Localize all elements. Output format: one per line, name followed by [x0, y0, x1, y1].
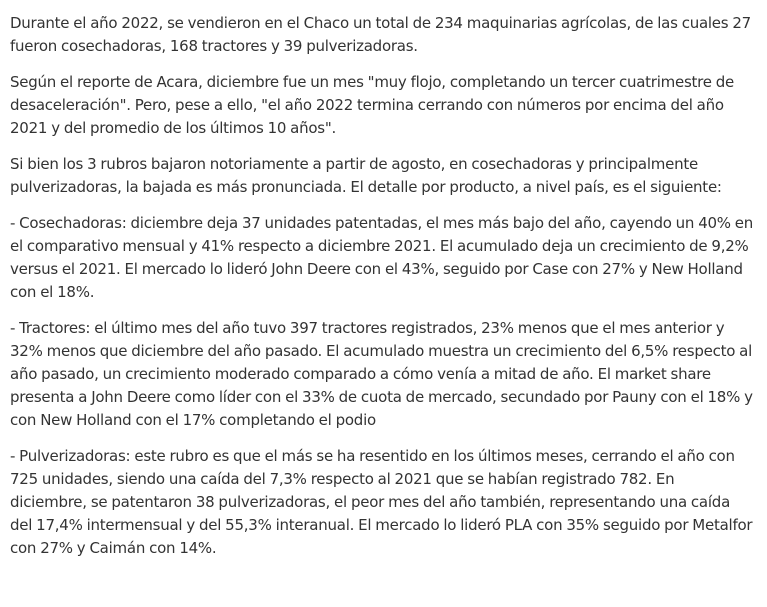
- paragraph-cosechadoras: - Cosechadoras: diciembre deja 37 unidades patentadas, el mes más bajo del año, cayendo un 40% en el comparativo mensual y 41% respecto a diciembre 2021. El acumulado deja un crecimiento de 9,2% versus el 2021. El mercado lo lideró John Deere con el 43%, seguido por Case con 27% y New Holland con el 18%.: [10, 214, 754, 301]
- paragraph-intro: Durante el año 2022, se vendieron en el Chaco un total de 234 maquinarias agrícolas, de las cuales 27 fueron cosechadoras, 168 tractores y 39 pulverizadoras.: [10, 14, 751, 55]
- paragraph-pulverizadoras: - Pulverizadoras: este rubro es que el más se ha resentido en los últimos meses, cerrando el año con 725 unidades, siendo una caída del 7,3% respecto al 2021 que se habían registrado 782. En diciembre, se patentaron 38 pulverizadoras, el peor mes del año también, representando una caída del 17,4% intermensual y del 55,3% interanual. El mercado lo lideró PLA con 35% seguido por Metalfor con 27% y Caimán con 14%.: [10, 447, 753, 557]
- paragraph-tractores: - Tractores: el último mes del año tuvo 397 tractores registrados, 23% menos que el mes anterior y 32% menos que diciembre del año pasado. El acumulado muestra un crecimiento del 6,5% respecto al año pasado, un crecimiento moderado comparado a cómo venía a mitad de año. El market share presenta a John Deere como líder con el 33% de cuota de mercado, secundado por Pauny con el 18% y con New Holland con el 17% completando el podio: [10, 319, 753, 429]
- paragraph-summary: Si bien los 3 rubros bajaron notoriamente a partir de agosto, en cosechadoras y principalmente pulverizadoras, la bajada es más pronunciada. El detalle por producto, a nivel país, es el siguiente:: [10, 155, 722, 196]
- paragraph-acara-report: Según el reporte de Acara, diciembre fue un mes "muy flojo, completando un tercer cuatrimestre de desaceleración". Pero, pese a ello, "el año 2022 termina cerrando con números por encima del año 2021 y del promedio de los últimos 10 años".: [10, 73, 735, 137]
- article-body: [10, 12, 755, 560]
